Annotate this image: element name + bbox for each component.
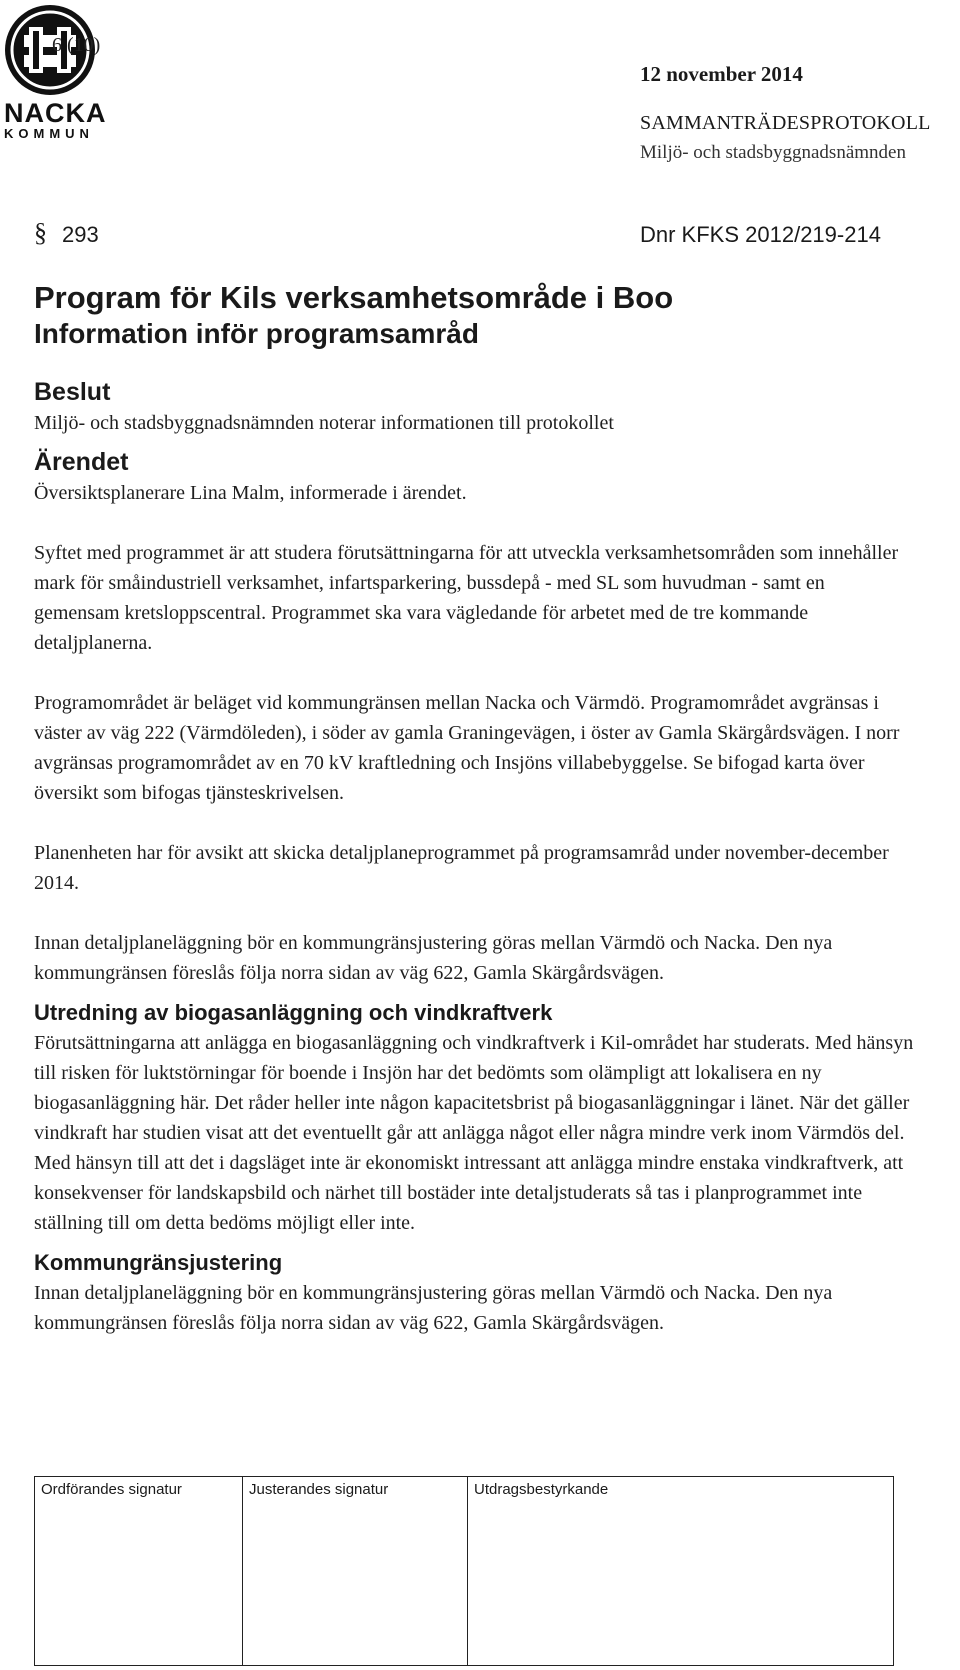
diary-number: Dnr KFKS 2012/219-214 xyxy=(640,222,881,247)
kommungrans-text: Innan detaljplaneläggning bör en kommungränsjustering göras mellan Värmdö och Nacka. Den nya kommungränsen föreslås följa norra sidan av väg 622, Gamla Skärgårdsvägen. xyxy=(34,1282,833,1334)
arendet-paragraph: Översiktsplanerare Lina Malm, informerade i ärendet. xyxy=(34,482,467,504)
board-name: Miljö- och stadsbyggnadsnämnden xyxy=(640,142,906,163)
utredning-text: Förutsättningarna att anlägga en biogasanläggning och vindkraftverk i Kil-området har studerats. Med hänsyn till risken för luktstörningar för boende i Insjön har det bedömts som olämpligt att lokalisera en ny biogasanläggning här. Det råder heller inte någon kapacitetsbrist på biogasanläggningar i länet. När det gäller vindkraft har studien visat att det eventuellt går att anlägga något eller några mindre verk inom Värmdös del. Med hänsyn till att det i dagsläget inte är ekonomiskt intressant att anlägga mindre enstaka vindkraftverk, att konsekvenser för landskapsbild och närhet till bostäder inte detaljstuderats så tas i planprogrammet inte ställning till om detta bedöms möjligt eller inte. xyxy=(34,1032,914,1234)
certification-label: Utdragsbestyrkande xyxy=(474,1481,609,1498)
signature-table xyxy=(34,1476,894,1666)
utredning-heading: Utredning av biogasanläggning och vindkraftverk xyxy=(34,1000,553,1025)
page-reference: 6 (10) xyxy=(52,34,101,56)
arendet-paragraph: Programområdet är beläget vid kommungränsen mellan Nacka och Värmdö. Programområdet avgränsas i väster av väg 222 (Värmdöleden), i söder av gamla Graningevägen, i öster av Gamla Skärgårdsvägen. I norr avgränsas programområdet av en 70 kV kraftledning och Insjöns villabebyggelse. Se bifogad karta över översikt som bifogas tjänsteskrivelsen. xyxy=(34,692,900,804)
arendet-paragraph: Planenheten har för avsikt att skicka detaljplaneprogrammet på programsamråd under november-december 2014. xyxy=(34,842,889,894)
page-subtitle: Information inför programsamråd xyxy=(34,318,479,349)
protocol-title: SAMMANTRÄDESPROTOKOLL xyxy=(640,112,931,134)
paragraph-sign: § xyxy=(34,218,47,247)
meeting-date: 12 november 2014 xyxy=(640,62,803,86)
chair-signature-label: Ordförandes signatur xyxy=(41,1481,182,1498)
beslut-text: Miljö- och stadsbyggnadsnämnden noterar informationen till protokollet xyxy=(34,412,614,434)
adjuster-signature-cell[interactable] xyxy=(243,1477,468,1665)
arendet-paragraph: Syftet med programmet är att studera förutsättningarna för att utveckla verksamhetsområden som innehåller mark för småindustriell verksamhet, infartsparkering, bussdepå - med SL som huvudman - samt en gemensam kretsloppscentral. Programmet ska vara vägledande för arbetet med de tre kommande detaljplanerna. xyxy=(34,542,899,654)
chair-signature-cell[interactable] xyxy=(35,1477,243,1665)
arendet-heading: Ärendet xyxy=(34,448,129,476)
adjuster-signature-label: Justerandes signatur xyxy=(249,1481,389,1498)
logo-name: NACKA xyxy=(4,98,107,128)
certification-cell[interactable] xyxy=(468,1477,893,1665)
kommungrans-heading: Kommungränsjustering xyxy=(34,1250,283,1275)
logo-sub: KOMMUN xyxy=(4,126,94,141)
paragraph-number: 293 xyxy=(62,222,99,247)
document-body xyxy=(34,376,914,1338)
nacka-logo xyxy=(4,4,114,140)
page-title: Program för Kils verksamhetsområde i Boo xyxy=(34,280,674,315)
beslut-heading: Beslut xyxy=(34,378,111,406)
arendet-paragraph: Innan detaljplaneläggning bör en kommungränsjustering göras mellan Värmdö och Nacka. Den nya kommungränsen föreslås följa norra sidan av väg 622, Gamla Skärgårdsvägen. xyxy=(34,932,833,984)
